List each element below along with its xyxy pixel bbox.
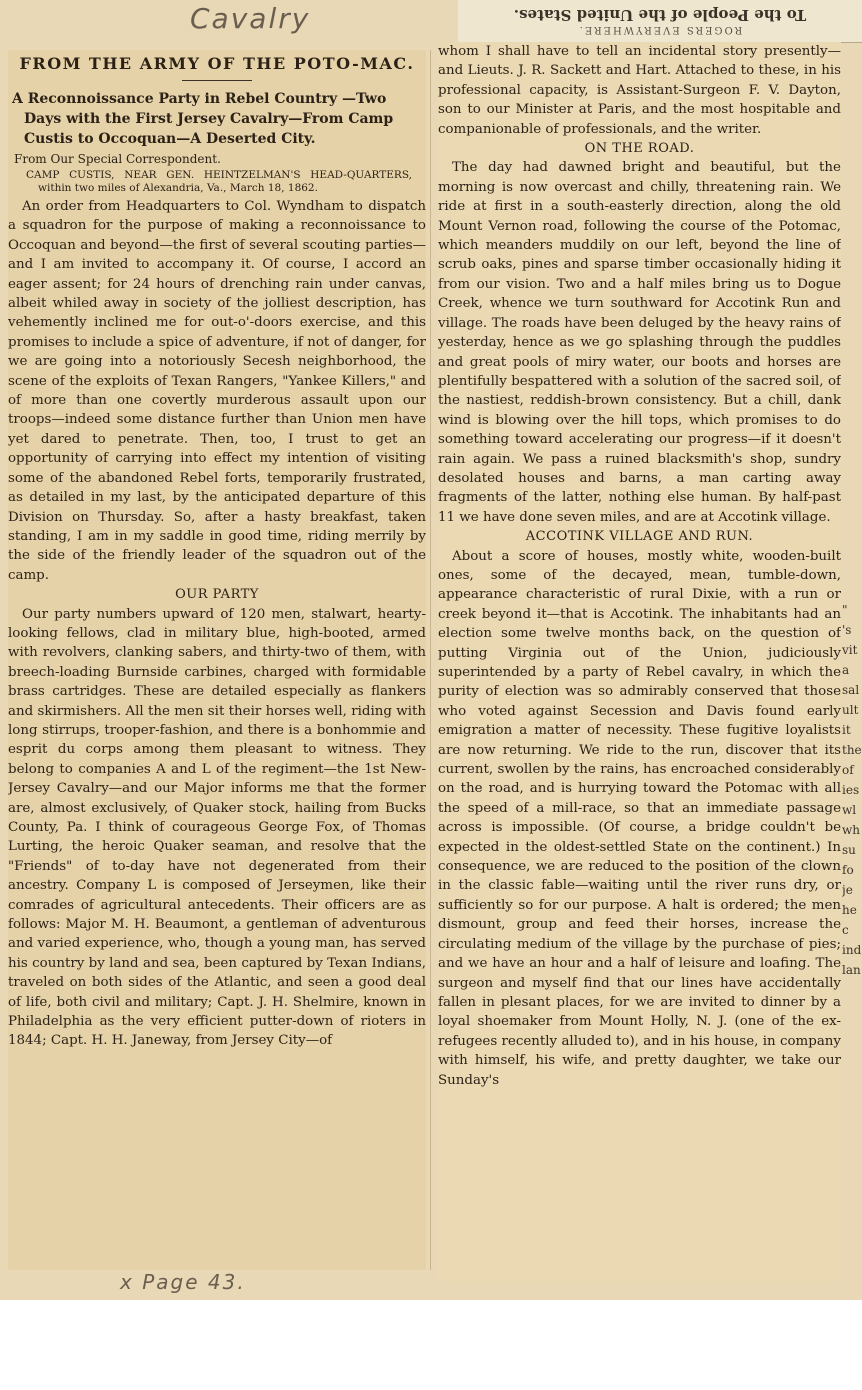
handwritten-annotation-top: Cavalry — [190, 2, 311, 35]
section-heading-our-party: OUR PARTY — [175, 587, 259, 603]
article-paragraph: About a score of houses, mostly white, wooden-built ones, some of the decayed, mean, tumble-down, appearance characteristic of rural Dixie, with a run or creek beyond it—that is Accotink. The inhabitants had an election some twelve months back, on the question of putting Virginia out of the Union, judiciously superintended by a party of Rebel cavalry, in which the purity of election was so admirably conserved that those who voted against Secession and Davis found early emigration a matter of necessity. These fugitive loyalists are now returning. We ride to the run, discover that its current, swollen by the rains, has encroached considerably on the road, and is hurrying toward the Potomac with all the speed of a mill-race, so that an immediate passage across is impossible. (Of course, a bridge couldn't be expected in the oldest-settled State on the continent.) In consequence, we are reduced to the position of the clown in the classic fable—waiting until the river runs dry, or sufficiently so for our purpose. A halt is ordered; the men dismount, group and feed their horses, increase the circulating medium of the village by the purchase of pies; and we have an hour and a half of leisure and loafing. The surgeon and myself find that our lines have accidentally fallen in plesant places, for we are invited to dinner by a loyal shoemaker from Mount Holly, N. J. (one of the ex-refugees recently alluded to), and in his house, in company with himself, his wife, and pretty daughter, we take our Sunday's — [438, 548, 841, 1088]
article-subheadline: A Reconnoissance Party in Rebel Country —Two Days with the First Jersey Cavalry—From Camp Custis to Occoquan—A Deserted City. — [12, 91, 394, 147]
headline-rule — [182, 80, 252, 81]
article-paragraph: Our party numbers upward of 120 men, stalwart, hearty-looking fellows, clad in military blue, high-booted, armed with revolvers, clanking sabers, and thirty-two of them, with breech-loading Burnside carbines, charged with formidable brass cartridges. These are detailed especially as flankers and skirmishers. All the men sit their horses well, riding with long stirrups, trooper-fashion, and there is a bonhommie and esprit du corps among them pleasant to witness. They belong to companies A and L of the regiment—the 1st New-Jersey Cavalry—and our Major informs me that the former are, almost exclusively, of Quaker stock, hailing from Bucks County, Pa. I think of courageous George Fox, of Thomas Lurting, the heroic Quaker seaman, and resolve that the "Friends" of to-day have not degenerated from their ancestry. Company L is composed of Jerseymen, like their comrades of agricultural antecedents. Their officers are as follows: Major M. H. Beaumont, a gentleman of adventurous and varied experience, who, though a young man, has served his country by land and sea, been captured by Texan Indians, traveled on both sides of the Atlantic, and seen a good deal of life, both civil and military; Capt. J. H. Shelmire, known in Philadelphia as the very efficient putter-down of rioters in 1844; Capt. H. H. Janeway, from Jersey City—of — [8, 606, 426, 1049]
article-dateline: CAMP CUSTIS, NEAR GEN. HEINTZELMAN'S HEAD-QUARTERS, within two miles of Alexandria, Va., March 18, 1862. — [26, 169, 412, 194]
section-heading-on-the-road: ON THE ROAD. — [584, 141, 695, 157]
adjacent-clipping-fragment: " 's vit a sal ult it the of ies wl wh su fo je he c ind lan — [842, 603, 862, 977]
handwritten-page-note: x Page 43. — [120, 1270, 246, 1294]
section-heading-accotink: ACCOTINK VILLAGE AND RUN. — [525, 529, 754, 545]
upside-down-clipping-strip — [458, 0, 862, 43]
article-paragraph: whom I shall have to tell an incidental story presently—and Lieuts. J. R. Sackett and Hart. Attached to these, in his professional capacity, is Assistant-Surgeon F. V. Dayton, son to our Minister at Paris, and the most hospitable and companionable of professionals, and the writer. — [438, 44, 841, 137]
article-headline: FROM THE ARMY OF THE POTO-MAC. — [19, 54, 415, 73]
article-byline: From Our Special Correspondent. — [14, 152, 221, 166]
article-paragraph: An order from Headquarters to Col. Wyndham to dispatch a squadron for the purpose of making a reconnoissance to Occoquan and beyond—the first of several scouting parties—and I am invited to accompany it. Of course, I accord an eager assent; for 24 hours of drenching rain under canvas, albeit whiled away in society of the jolliest description, has vehemently inclined me for out-o'-doors exercise, and this promises to include a spice of adventure, if not of danger, for we are going into a notoriously Secesh neighborhood, the scene of the exploits of Texan Rangers, "Yankee Killers," and of more than one covertly murderous assault upon our troops—indeed some distance further than Union men have yet dared to penetrate. Then, too, I trust to get an opportunity of carrying into effect my intention of visiting some of the abandoned Rebel forts, temporarily frustrated, as detailed in my last, by the anticipated departure of this Division on Thursday. So, after a hasty breakfast, taken standing, I am in my saddle in good time, riding merrily by the side of the friendly leader of the squadron out of the camp. — [8, 199, 426, 583]
flipped-subline: ROGERS EVERYWHERE. — [577, 24, 743, 35]
article-column-right — [438, 42, 841, 1282]
article-paragraph: The day had dawned bright and beautiful, but the morning is now overcast and chilly, threatening rain. We ride at first in a south-easterly direction, along the old Mount Vernon road, following the course of the Potomac, which meanders muddily on our left, beyond the line of scrub oaks, pines and sparse timber occasionally hiding it from our vision. Two and a half miles bring us to Dogue Creek, whence we turn southward for Accotink Run and village. The roads have been deluged by the heavy rains of yesterday, hence as we go splashing through the puddles and great pools of miry water, our boots and horses are plentifully bespattered with a solution of the sacred soil, of the nastiest, reddish-brown consistency. But a chill, dank wind is blowing over the hill tops, which promises to do something toward accelerating our progress—if it doesn't rain again. We pass a ruined blacksmith's shop, sundry desolated houses and barns, a man carting away fragments of the latter, nothing else human. By half-past 11 we have done seven miles, and are at Accotink village. — [438, 160, 841, 525]
column-divider — [430, 50, 431, 1270]
flipped-headline: To the People of the United States. — [513, 6, 807, 24]
article-column-left — [8, 50, 426, 1270]
